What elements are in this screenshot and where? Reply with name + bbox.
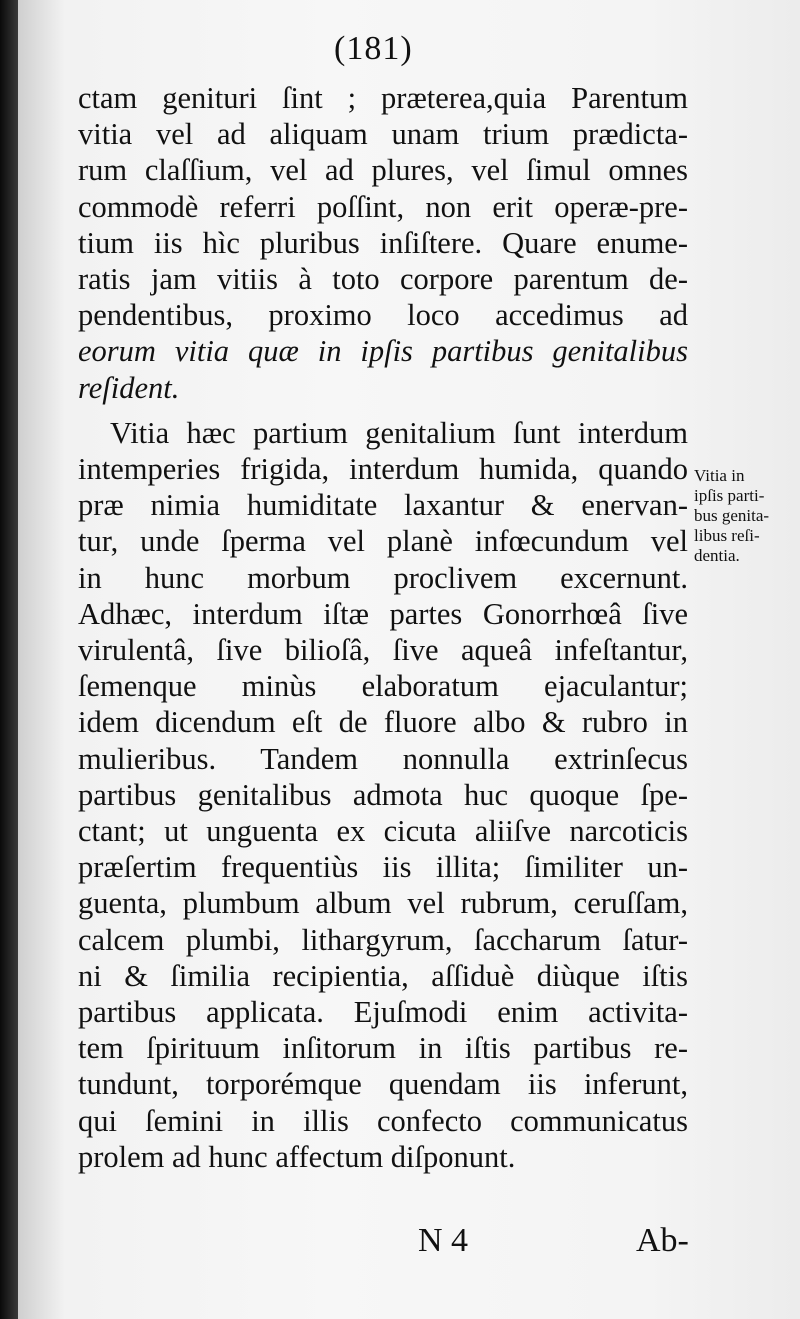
text-line: partibus genitalibus admota huc quoque ſpe- — [78, 777, 688, 812]
book-page — [18, 0, 800, 1319]
text-line: reſident. — [78, 370, 180, 405]
text-line: tundunt, torporémque quendam iis inferunt, — [78, 1067, 688, 1102]
marginal-note-line: libus reſi- — [694, 526, 760, 545]
text-line: tium iis hìc pluribus inſiſtere. Quare enume- — [78, 225, 688, 260]
text-line: commodè referri poſſint, non erit operæ-pre- — [78, 189, 688, 224]
marginal-note — [694, 466, 800, 566]
text-line: in hunc morbum proclivem excernunt. — [78, 560, 688, 595]
text-line: ſemenque minùs elaboratum ejaculantur; — [78, 669, 688, 704]
text-line: ratis jam vitiis à toto corpore parentum de- — [78, 262, 688, 297]
page-number: (181) — [334, 30, 413, 67]
text-line: Vitia hæc partium genitalium ſunt interdum — [110, 415, 688, 450]
text-line: prolem ad hunc affectum diſponunt. — [78, 1139, 516, 1174]
text-line: tur, unde ſperma vel planè infœcundum vel — [78, 524, 688, 559]
text-line: eorum vitia quæ in ipſis partibus genitalibus — [78, 334, 688, 369]
body-text — [78, 80, 688, 1175]
text-line: Adhæc, interdum iſtæ partes Gonorrhœâ ſive — [78, 596, 688, 631]
marginal-note-line: bus genita- — [694, 506, 770, 525]
text-line: pendentibus, proximo loco accedimus ad — [78, 298, 688, 333]
text-line: virulentâ, ſive bilioſâ, ſive aqueâ infeſtantur, — [78, 633, 688, 668]
text-line: ctam genituri ſint ; præterea,quia Parentum — [78, 81, 688, 115]
marginal-note-line: ipſis parti- — [694, 486, 765, 505]
text-line: rum claſſium, vel ad plures, vel ſimul omnes — [78, 153, 688, 188]
marginal-note-line: Vitia in — [694, 466, 745, 485]
text-line: tem ſpirituum inſitorum in iſtis partibus re- — [78, 1031, 688, 1066]
text-line: præſertim frequentiùs iis illita; ſimiliter un- — [78, 850, 688, 885]
text-line: præ nimia humiditate laxantur & enervan- — [78, 488, 688, 523]
text-line: idem dicendum eſt de fluore albo & rubro in — [78, 705, 688, 740]
book-spine-shadow — [0, 0, 18, 1319]
text-line: guenta, plumbum album vel rubrum, ceruſſam, — [78, 886, 688, 921]
show-through-text — [696, 72, 800, 262]
text-line: qui ſemini in illis confecto communicatus — [78, 1103, 688, 1138]
text-line: ctant; ut unguenta ex cicuta aliiſve narcoticis — [78, 814, 688, 849]
text-line: partibus applicata. Ejuſmodi enim activita- — [78, 995, 688, 1030]
marginal-note-line: dentia. — [694, 546, 740, 565]
text-line: ni & ſimilia recipientia, aſſiduè diùque iſtis — [78, 958, 688, 993]
signature-mark: N 4 — [418, 1222, 469, 1259]
text-line: calcem plumbi, lithargyrum, ſaccharum ſatur- — [78, 922, 688, 957]
text-line: intemperies frigida, interdum humida, quando — [78, 452, 688, 487]
catchword: Ab- — [636, 1222, 689, 1259]
text-line: vitia vel ad aliquam unam trium prædicta- — [78, 117, 688, 152]
text-line: mulieribus. Tandem nonnulla extrinſecus — [78, 741, 688, 776]
